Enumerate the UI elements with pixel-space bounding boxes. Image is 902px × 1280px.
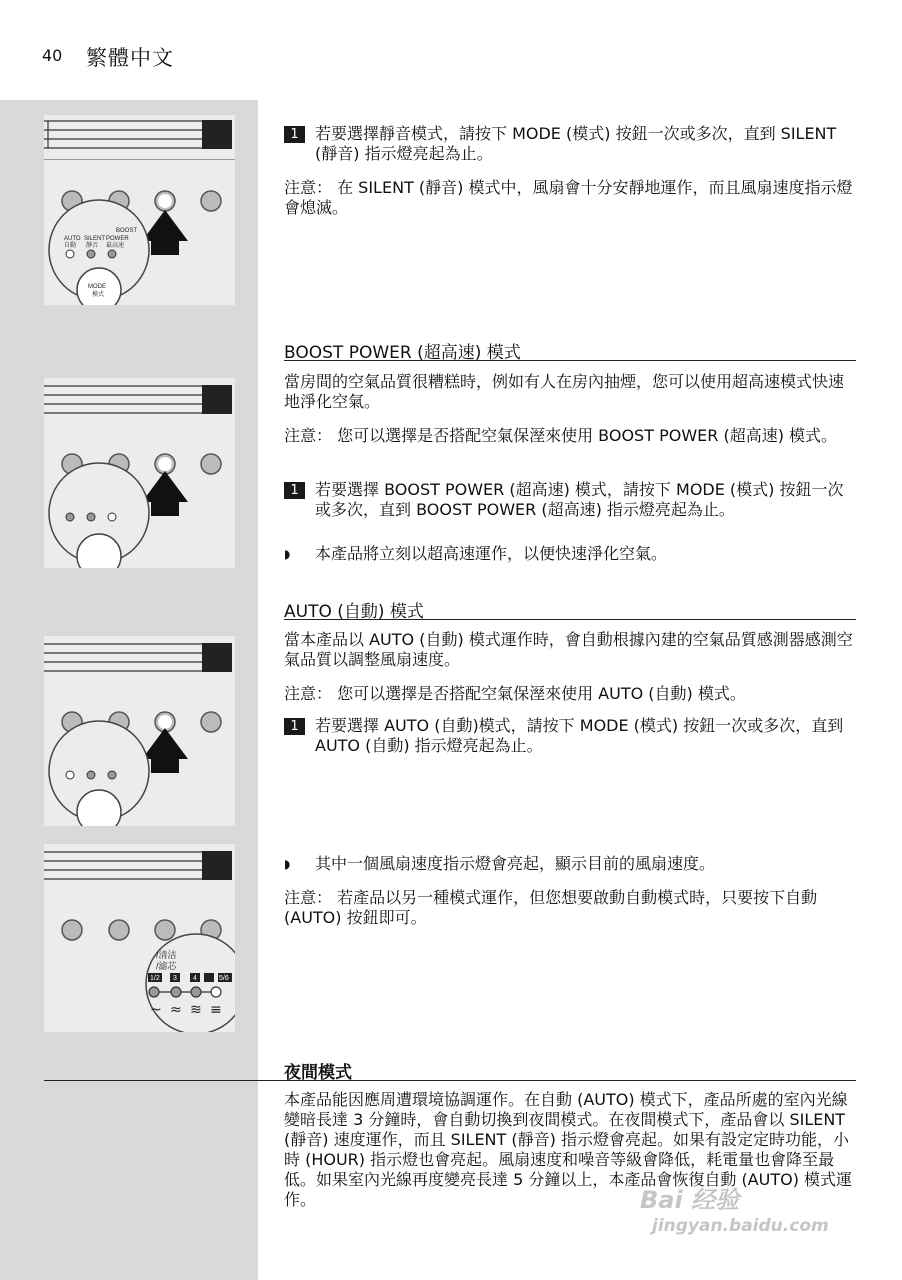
page-language-title: 繁體中文 bbox=[86, 46, 174, 70]
watermark bbox=[640, 1180, 870, 1250]
panel-boost-label: BOOST bbox=[116, 228, 138, 234]
bullet-marker: ◗ bbox=[284, 547, 291, 561]
boost-heading-rule bbox=[284, 360, 856, 361]
auto-heading: AUTO (自動) 模式 bbox=[284, 602, 424, 622]
zoom-filter-label: /滤芯 bbox=[156, 961, 177, 971]
auto-note: 注意： 您可以選擇是否搭配空氣保溼來使用 AUTO (自動) 模式。 bbox=[284, 684, 746, 703]
zoom-clean-label: /清洁 bbox=[156, 950, 177, 960]
boost-intro: 當房間的空氣品質很糟糕時，例如有人在房內抽煙，您可以使用超高速模式快速地淨化空氣。 bbox=[284, 372, 845, 411]
night-heading-rule bbox=[44, 1080, 856, 1081]
auto-step-text: 若要選擇 AUTO (自動)模式，請按下 MODE (模式) 按鈕一次或多次，直到 AUTO (自動) 指示燈亮起為止。 bbox=[315, 716, 844, 755]
night-body: 本產品能因應周遭環境協調運作。在自動 (AUTO) 模式下，產品所處的室內光線變暗長達 3 分鐘時，會自動切換到夜間模式。在夜間模式下，產品會以 SILENT (靜音) 速度運作，而且 SILENT (靜音) 指示燈會亮起。如果有設定定時功能，小時 (HOUR) 指示燈也會亮起。風扇速度和噪音等級會降低，耗電量也會降至最低。如果室內光線再度變亮長達 5 分鐘以上，本產品會恢復自動 (AUTO) 模式運作。 bbox=[284, 1090, 853, 1209]
panel-silent-label: SILENT bbox=[84, 236, 106, 242]
watermark-url: jingyan.baidu.com bbox=[652, 1216, 829, 1236]
silent-step-text: 若要選擇靜音模式，請按下 MODE (模式) 按鈕一次或多次，直到 SILENT (靜音) 指示燈亮起為止。 bbox=[315, 124, 837, 163]
zoom-speed-4: 5/6 bbox=[219, 975, 229, 982]
bullet-marker: ◗ bbox=[284, 857, 291, 871]
boost-bullet-text: 本產品將立刻以超高速運作，以便快速淨化空氣。 bbox=[315, 544, 668, 563]
illustration-silent-mode bbox=[44, 115, 235, 305]
svg-text:≋: ≋ bbox=[190, 1002, 202, 1018]
step-number: 1 bbox=[284, 482, 305, 499]
fan-note: 注意： 若產品以另一種模式運作，但您想要啟動自動模式時，只要按下自動 (AUTO) 按鈕即可。 bbox=[284, 888, 818, 927]
auto-intro: 當本產品以 AUTO (自動) 模式運作時，會自動根據內建的空氣品質感測器感測空氣品質以調整風扇速度。 bbox=[284, 630, 853, 669]
illustration-auto-mode bbox=[44, 636, 235, 826]
step-number: 1 bbox=[284, 718, 305, 735]
fan-bullet bbox=[284, 854, 856, 874]
panel-auto-label: AUTO bbox=[64, 236, 81, 242]
svg-text:~: ~ bbox=[150, 1002, 162, 1018]
zoom-speed-1: 1/2 bbox=[150, 975, 160, 982]
zoom-speed-3: 4 bbox=[193, 975, 197, 982]
panel-boost-zh: 最高速 bbox=[106, 243, 125, 249]
panel-mode-zh: 模式 bbox=[92, 292, 105, 298]
auto-step-1 bbox=[284, 716, 856, 756]
boost-step-1 bbox=[284, 480, 856, 520]
boost-heading: BOOST POWER (超高速) 模式 bbox=[284, 343, 521, 363]
illustration-boost-mode bbox=[44, 378, 235, 568]
page-number: 40 bbox=[42, 46, 63, 65]
illustration-fan-speed bbox=[44, 844, 235, 1032]
zoom-speed-2: 3 bbox=[173, 975, 177, 982]
fan-bullet-text: 其中一個風扇速度指示燈會亮起，顯示目前的風扇速度。 bbox=[315, 854, 716, 873]
silent-step-1 bbox=[284, 124, 856, 164]
watermark-brand: Bai 经验 bbox=[640, 1186, 740, 1214]
step-number: 1 bbox=[284, 126, 305, 143]
panel-mode-label: MODE bbox=[88, 284, 106, 290]
boost-step-text: 若要選擇 BOOST POWER (超高速) 模式，請按下 MODE (模式) 按鈕一次或多次，直到 BOOST POWER (超高速) 指示燈亮起為止。 bbox=[315, 480, 844, 519]
boost-note: 注意： 您可以選擇是否搭配空氣保溼來使用 BOOST POWER (超高速) 模式。 bbox=[284, 426, 838, 445]
panel-auto-zh: 自動 bbox=[64, 243, 77, 249]
svg-text:≈: ≈ bbox=[170, 1002, 182, 1018]
boost-bullet bbox=[284, 544, 856, 564]
night-heading: 夜間模式 bbox=[284, 1063, 352, 1083]
svg-text:≡: ≡ bbox=[210, 1002, 222, 1018]
panel-power-label: POWER bbox=[106, 236, 129, 242]
panel-silent-zh: 靜音 bbox=[86, 243, 99, 249]
auto-heading-rule bbox=[284, 619, 856, 620]
silent-note: 注意： 在 SILENT (靜音) 模式中，風扇會十分安靜地運作，而且風扇速度指示燈會熄滅。 bbox=[284, 178, 853, 217]
